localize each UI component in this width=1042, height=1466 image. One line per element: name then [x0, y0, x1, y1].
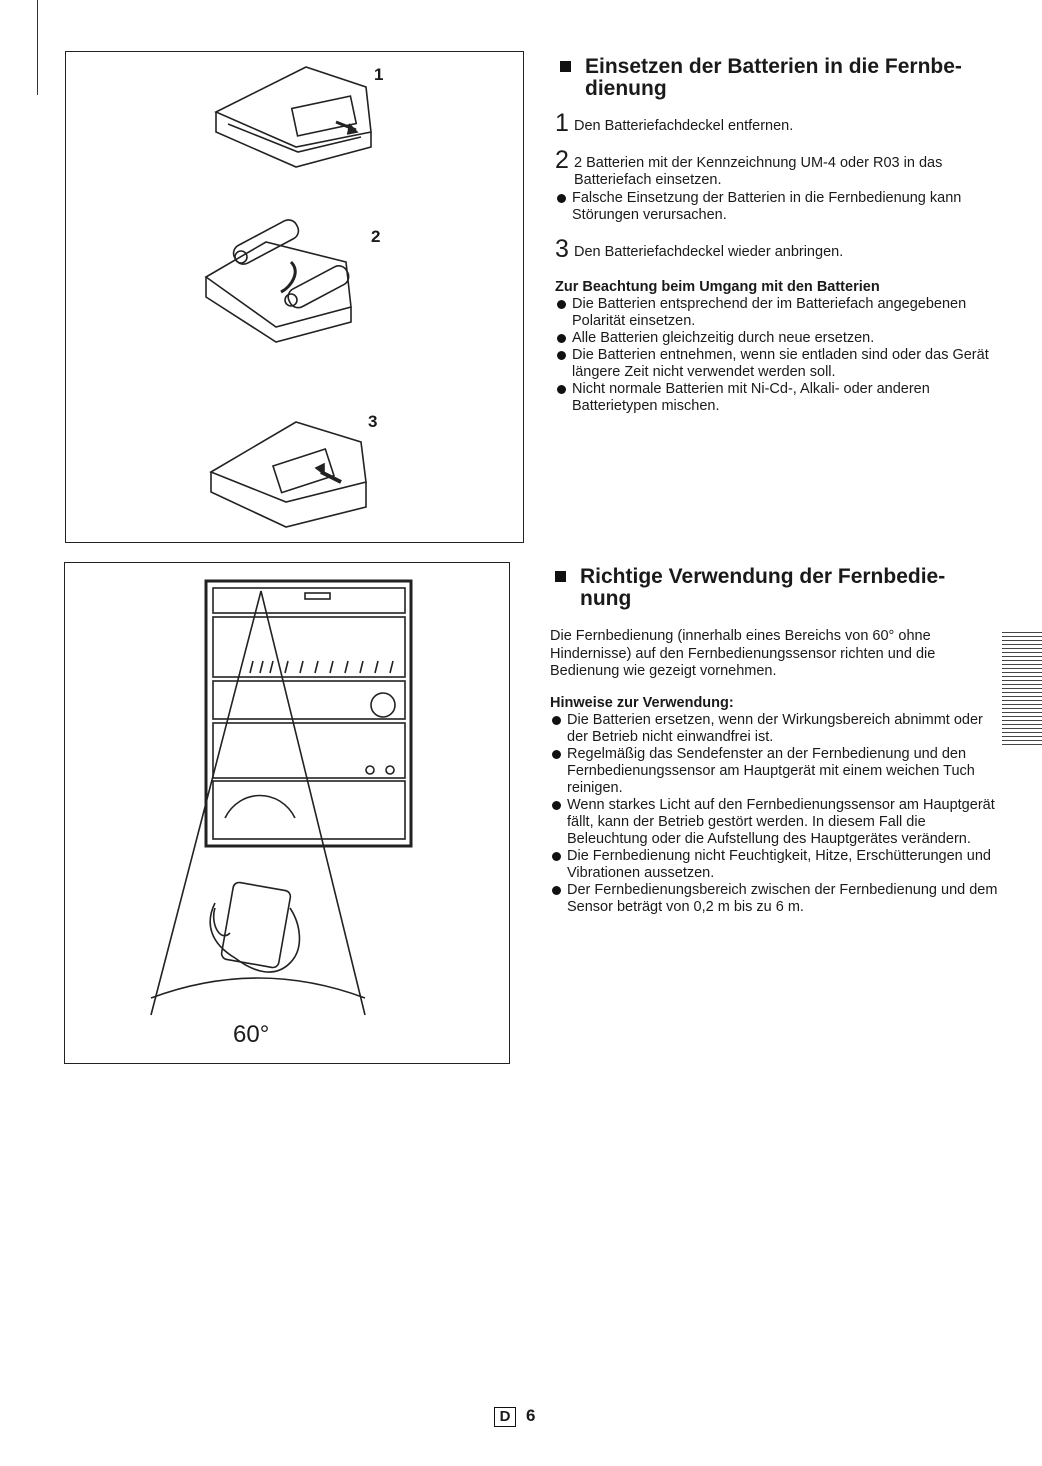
remote-title-line1: Richtige Verwendung der Fernbedie-: [580, 565, 946, 588]
step-number: 1: [555, 109, 569, 137]
bullet-text: Der Fernbedienungsbereich zwischen der Fernbedienung und dem Sensor beträgt von 0,2 m bis zu 6 m.: [567, 881, 998, 915]
notes-heading: Hinweise zur Verwendung:: [550, 694, 734, 711]
battery-step-1: [555, 109, 1010, 137]
bullet-text: Alle Batterien gleichzeitig durch neue ersetzen.: [572, 330, 875, 346]
remote-intro: Die Fernbedienung (innerhalb eines Bereichs von 60° ohne Hindernisse) auf den Fernbedienungssensor richten und die Bedienung wie gezeigt vornehmen.: [550, 628, 936, 679]
battery-step-3: [555, 235, 1010, 263]
bullet-text: Regelmäßig das Sendefenster an der Fernbedienung und den Fernbedienungssensor am Hauptgerät mit einem weichen Tuch reinigen.: [567, 745, 975, 796]
bullet-text: Die Fernbedienung nicht Feuchtigkeit, Hitze, Erschütterungen und Vibrationen aussetzen.: [567, 847, 991, 881]
step-number: 2: [555, 146, 569, 174]
bullet-text: Die Batterien ersetzen, wenn der Wirkungsbereich abnimmt oder der Betrieb nicht einwandfrei ist.: [567, 711, 983, 745]
language-box: D: [494, 1407, 516, 1427]
care-heading: Zur Beachtung beim Umgang mit den Batterien: [555, 279, 880, 295]
battery-section-title: [555, 56, 1010, 100]
care-bullet: [555, 296, 1010, 330]
page-footer: [494, 1406, 535, 1427]
remote-range-drawing: [65, 563, 509, 1063]
note-bullet: [550, 882, 1000, 916]
bullet-text: Die Batterien entsprechend der im Batteriefach angegebenen Polarität einsetzen.: [572, 296, 967, 329]
step-label-1: 1: [374, 65, 384, 84]
care-bullet: [555, 347, 1010, 381]
angle-label: 60°: [233, 1021, 270, 1048]
remote-range-figure: [64, 562, 510, 1064]
note-bullet: [550, 746, 1000, 797]
step-label-2: 2: [371, 227, 381, 246]
step-text: 2 Batterien mit der Kennzeichnung UM-4 oder R03 in das Batteriefach einsetzen.: [574, 155, 943, 188]
remote-section-title: [550, 566, 1000, 610]
note-bullet: [550, 712, 1000, 746]
heading-square-icon: [555, 571, 566, 582]
step-number: 3: [555, 235, 569, 263]
battery-step-2: [555, 146, 1010, 189]
bullet-text: Wenn starkes Licht auf den Fernbedienungssensor am Hauptgerät fällt, kann der Betrieb gestört werden. In diesem Fall die Beleuchtung oder die Aufstellung des Hauptgerätes verändern.: [567, 796, 995, 847]
remote-title-line2: nung: [580, 587, 632, 610]
note-bullet: [550, 797, 1000, 848]
bullet-text: Die Batterien entnehmen, wenn sie entladen sind oder das Gerät längere Zeit nicht verwendet werden soll.: [572, 347, 989, 380]
battery-section: [555, 56, 1010, 415]
page-number: 6: [526, 1406, 536, 1425]
note-bullet: [550, 848, 1000, 882]
heading-square-icon: [560, 61, 571, 72]
bullet-text: Nicht normale Batterien mit Ni-Cd-, Alkali- oder anderen Batterietypen mischen.: [572, 381, 930, 414]
care-bullet: [555, 381, 1010, 415]
battery-title-line2: dienung: [585, 77, 667, 100]
battery-insertion-drawing: [66, 52, 523, 542]
care-bullet: [555, 330, 1010, 347]
battery-insertion-figure: [65, 51, 524, 543]
step-text: Den Batteriefachdeckel entfernen.: [574, 118, 794, 134]
remote-usage-section: [550, 566, 1000, 916]
battery-title-line1: Einsetzen der Batterien in die Fernbe-: [585, 55, 962, 78]
page-edge-line: [37, 0, 38, 95]
section-edge-marker: [1002, 632, 1042, 746]
step-label-3: 3: [368, 412, 378, 431]
step2-bullet: [555, 190, 1010, 224]
bullet-text: Falsche Einsetzung der Batterien in die Fernbedienung kann Störungen verursachen.: [572, 190, 962, 223]
step-text: Den Batteriefachdeckel wieder anbringen.: [574, 244, 844, 260]
